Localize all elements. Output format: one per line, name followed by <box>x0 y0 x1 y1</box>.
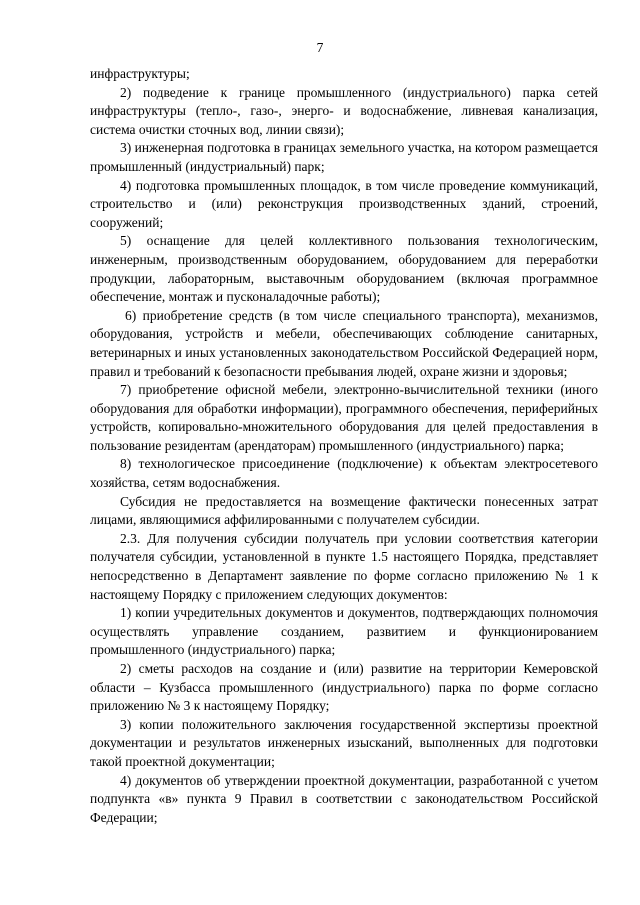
document-item-3: 3) копии положительного заключения государственной экспертизы проектной документации и результатов инженерных изысканий, выполненных для подготовки такой проектной документации; <box>90 716 598 769</box>
document-item-2: 2) сметы расходов на создание и (или) развитие на территории Кемеровской области – Кузбасса промышленного (индустриального) парка по форме согласно приложению № 3 к настоящему Порядку; <box>90 661 598 714</box>
document-item-1: 1) копии учредительных документов и документов, подтверждающих полномочия осуществлять управление созданием, развитием и функционированием промышленного (индустриального) парка; <box>90 605 598 658</box>
list-item-4: 4) подготовка промышленных площадок, в том числе проведение коммуникаций, строительство и (или) реконструкция производственных зданий, строений, сооружений; <box>90 177 598 230</box>
document-item-4: 4) документов об утверждении проектной документации, разработанной с учетом подпункта «в» пункта 9 Правил в соответствии с законодательством Российской Федерации; <box>90 772 598 825</box>
list-item-8: 8) технологическое присоединение (подключение) к объектам электросетевого хозяйства, сетям водоснабжения. <box>90 456 598 491</box>
paragraph-subsidy-exclusion: Субсидия не предоставляется на возмещение фактически понесенных затрат лицами, являющимися аффилированными с получателем субсидии. <box>90 493 598 528</box>
list-item-3: 3) инженерная подготовка в границах земельного участка, на котором размещается промышленный (индустриальный) парк; <box>90 140 598 174</box>
document-body <box>90 65 598 827</box>
list-item-7: 7) приобретение офисной мебели, электронно-вычислительной техники (иного оборудования для обработки информации), программного обеспечения, периферийных устройств, копировально-множительного оборудования для целей предоставления в пользование резидентам (арендаторам) промышленного (индустриального) парка; <box>90 382 598 453</box>
paragraph-continuation: инфраструктуры; <box>90 66 190 81</box>
page-number: 7 <box>316 40 324 55</box>
section-2-3: 2.3. Для получения субсидии получатель при условии соответствия категории получателя субсидии, установленной в пункте 1.5 настоящего Порядка, представляет непосредственно в Департамент заявление по форме согласно приложению № 1 к настоящему Порядку с приложением следующих документов: <box>90 530 598 602</box>
list-item-6: 6) приобретение средств (в том числе специального транспорта), механизмов, оборудования, устройств и мебели, обеспечивающих соблюдение санитарных, ветеринарных и иных установленных законодательством Российской Федерацией норм, правил и требований к безопасности пребывания людей, охране жизни и здоровья; <box>90 307 598 379</box>
list-item-5: 5) оснащение для целей коллективного пользования технологическим, инженерным, производственным оборудованием, оборудованием для переработки продукции, лабораторным, выставочным оборудованием (включая программное обеспечение, монтаж и пусконаладочные работы); <box>90 233 598 305</box>
list-item-2: 2) подведение к границе промышленного (индустриального) парка сетей инфраструктуры (тепло-, газо-, энерго- и водоснабжение, ливневая канализация, система очистки сточных вод, линии связи); <box>90 84 598 137</box>
